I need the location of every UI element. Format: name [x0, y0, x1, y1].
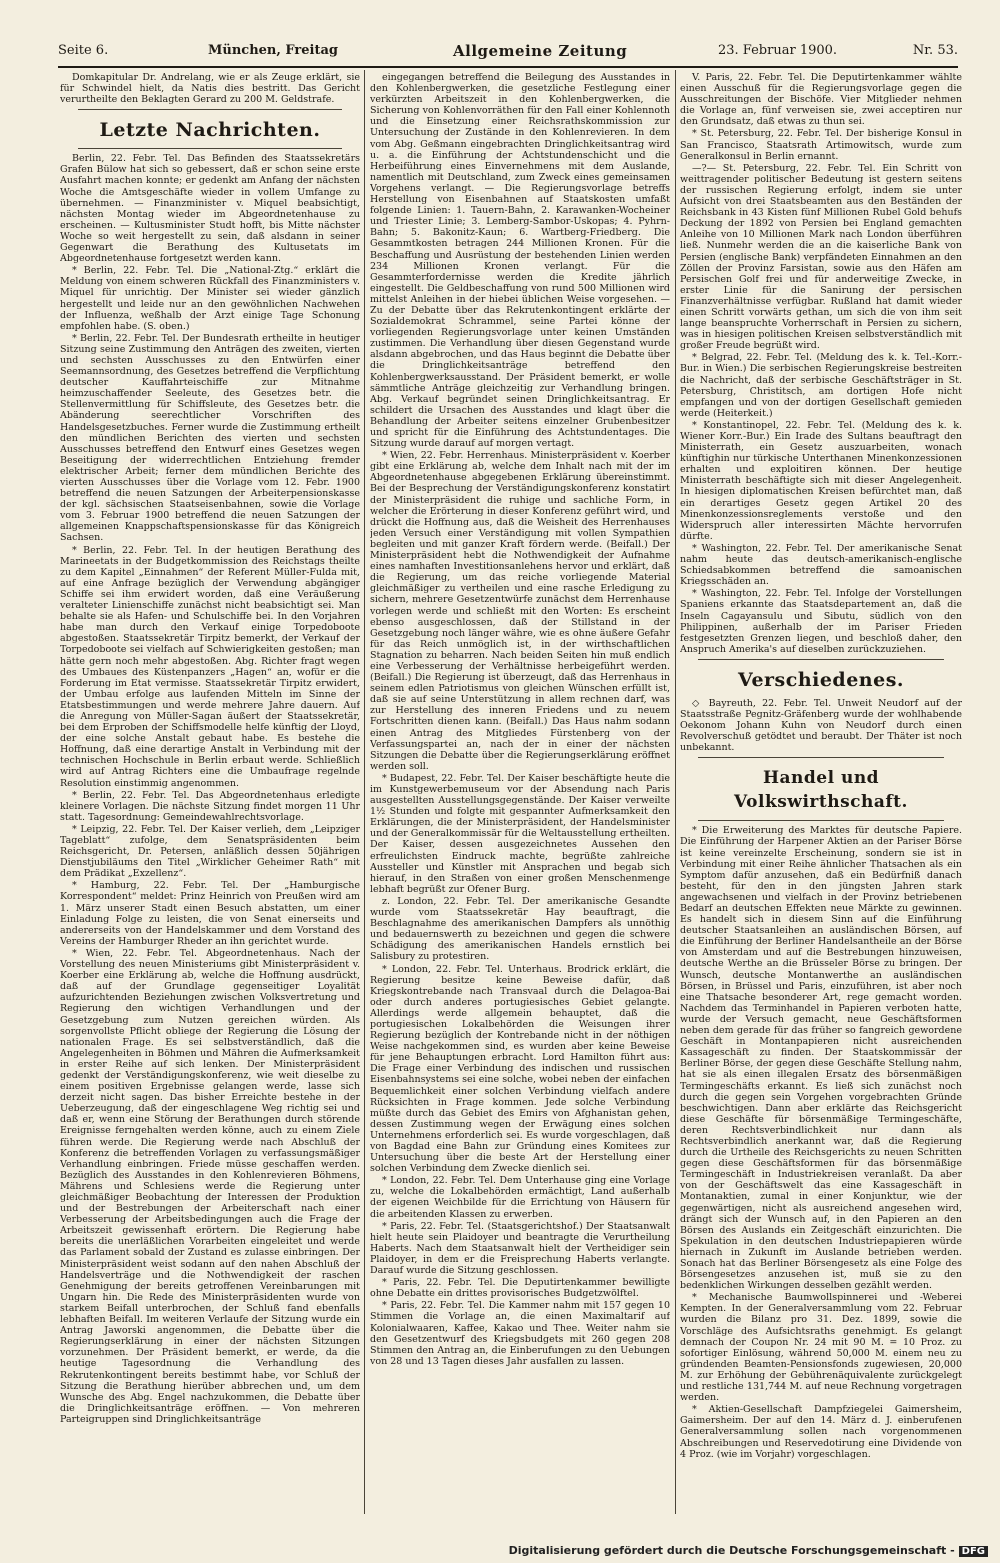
article-paragraph: * Berlin, 22. Febr. Tel. Das Abgeordnetenhaus erledigte kleinere Vorlagen. Die nächste Sitzung findet morgen 11 Uhr statt. Tagesordnung: Gemeindewahlrechtsvorlage.: [60, 789, 360, 823]
section-heading-trade-economy: Handel und Volkswirthschaft.: [734, 768, 908, 813]
article-paragraph: * Leipzig, 22. Febr. Tel. Der Kaiser verlieh, dem „Leipziger Tageblatt“ zufolge, dem Senatspräsidenten beim Reichsgericht, Dr. Petersen, anläßlich dessen 50jährigen Dienstjubiläums den Titel „Wirklicher Geheimer Rath“ mit dem Prädikat „Exzellenz“.: [60, 823, 360, 880]
section-divider: [698, 820, 944, 821]
column-2: [370, 72, 670, 1512]
article-paragraph: * Konstantinopel, 22. Febr. Tel. (Meldung des k. k. Wiener Korr.-Bur.) Ein Irade des Sultans beauftragt den Ministerrath, ein Gesetz auszuarbeiten, wonach künftighin nur türkische Unterthanen Minenkonzessionen erhalten und exploitiren können. Der heutige Ministerrath beschäftigte sich mit dieser Angelegenheit. In hiesigen diplomatischen Kreisen befürchtet man, daß ein derartiges Gesetz gegen Artikel 20 des Minenkonzessionsreglements verstoße und den Widerspruch aller interessirten Mächte hervorrufen dürfte.: [680, 419, 962, 542]
digitization-credit: [509, 1544, 988, 1557]
article-paragraph: * Paris, 22. Febr. Tel. Die Deputirtenkammer bewilligte ohne Debatte ein drittes provisorisches Budgetzwölftel.: [370, 1277, 670, 1300]
page-header: [58, 40, 958, 68]
article-paragraph: * Die Erweiterung des Marktes für deutsche Papiere. Die Einführung der Harpener Aktien an der Pariser Börse ist keine vereinzelte Erscheinung, sondern sie ist in Verbindung mit einer Reihe ähnlicher Thatsachen als ein Symptom dafür anzusehen, daß ein Bedürfniß danach besteht, für den in den jüngsten Jahren stark angewachsenen und vielfach in der Provinz betriebenen Bedarf an deutschen Effekten neue Märkte zu gewinnen. Es handelt sich in diesem Sinn auf die Einführung deutscher Staatsanleihen an ausländischen Börsen, auf die Einführung der Berliner Handelsantheile an der Börse von Amsterdam und auf die Bestrebungen hinzuweisen, deutsche Werthe an die Brüsseler Börse zu bringen. Der Wunsch, deutsche Montanwerthe an ausländischen Börsen, in Brüssel und Paris, einzuführen, ist aber noch eine Thatsache besonderer Art, rege gemacht worden. Nachdem das Terminhandel in Papieren verboten hatte, wurde der Versuch gemacht, neue Geschäftsformen neben dem gerade für das früher so fangreich gewordene Geschäft in Montanpapieren nicht ausreichenden Kassageschäft zu finden. Der Staatskommissär der Berliner Börse, der gegen diese Geschäfte Stellung nahm, hat sie als einen illegalen Ersatz des börsenmäßigen Termingeschäfts erkannt. Es ließ sich zunächst noch durch die gegen sein Vorgehen vorgebrachten Gründe beschwichtigen. Dann aber erklärte das Reichsgericht diese Geschäfte für börsenmäßige Termingeschäfte, deren Rechtsverbindlichkeit nur dann als Rechtsverbindlich anerkannt war, daß die Regierung durch die Urtheile des Reichsgerichts zu neuen Schritten gegen diese Geschäftsformen für das börsenmäßige Termingeschäft in Industriekreisen veranlaßt. Da aber von der Geschäftswelt das eine Kassageschäft in Montanaktien, zumal in einer Konjunktur, wie der gegenwärtigen, nicht als ausreichend angesehen wird, drängt sich der Wunsch auf, in den Papieren an den Börsen des Auslands ein Zeitgeschäft einzurichten. Die Spekulation in den deutschen Industriepapieren würde hiernach in Zukunft im Auslande betrieben werden. Sonach hat das Berliner Börsengesetz als eine Folge des Börsengesetzes anzusehen ist, muß sie zu den bedenklichen Wirkungen desselben gezählt werden.: [680, 825, 962, 1292]
section-divider: [78, 148, 342, 149]
section-heading-miscellaneous: Verschiedenes.: [737, 668, 905, 691]
article-paragraph: * Berlin, 22. Febr. Tel. Der Bundesrath ertheilte in heutiger Sitzung seine Zustimmung den Anträgen des zweiten, vierten und sechsten Ausschusses zu den Entwürfen einer Seemannsordnung, des Gesetzes betreffend die Verpflichtung deutscher Kauffahrteischiffe zur Mitnahme heimzuschaffender Seeleute, des Gesetzes betr. die Stellenvermittlung für Schiffsleute, des Gesetzes betr. die Abänderung seerechtlicher Vorschriften des Handelsgesetzbuches. Ferner wurde die Zustimmung ertheilt den mündlichen Berichten des vierten und sechsten Ausschusses betreffend den Entwurf eines Gesetzes wegen Beseitigung der widerrechtlichen Entziehung fremder elektrischer Arbeit; ferner dem mündlichen Berichte des vierten Ausschusses über die Vorlage vom 12. Febr. 1900 betreffend die neuen Satzungen der Arbeiterpensionskasse der kgl. sächsischen Staatseisenbahnen, sowie die Vorlage vom 3. Februar 1900 betreffend die neuen Satzungen der allgemeinen Knappschaftspensionskasse für das Königreich Sachsen.: [60, 332, 360, 544]
article-paragraph: * Mechanische Baumwollspinnerei und -Weberei Kempten. In der Generalversammlung vom 22. Februar wurden die Bilanz pro 31. Dez. 1899, sowie die Vorschläge des Aufsichtsraths genehmigt. Es gelangt demnach der Coupon Nr. 24 mit 90 M. = 10 Proz. zu sofortiger Einlösung, während 50,000 M. einem neu zu gründenden Beamten-Pensionsfonds zugewiesen, 20,000 M. zur Erhöhung der Gebührenäquivalente zurückgelegt und restliche 131,744 M. auf neue Rechnung vorgetragen werden.: [680, 1292, 962, 1404]
article-paragraph: * Aktien-Gesellschaft Dampfziegelei Gaimersheim, Gaimersheim. Der auf den 14. März d. J. einberufenen Generalversammlung sollen nach vorgenommenen Abschreibungen und Reservedotirung eine Dividende von 4 Proz. (wie im Vorjahr) vorgeschlagen.: [680, 1404, 962, 1460]
article-paragraph: * St. Petersburg, 22. Febr. Tel. Der bisherige Konsul in San Francisco, Staatsrath Artimowitsch, wurde zum Generalkonsul in Berlin ernannt.: [680, 128, 962, 162]
article-paragraph: * Wien, 22. Febr. Tel. Abgeordnetenhaus. Nach der Vorstellung des neuen Ministeriums gibt Ministerpräsident v. Koerber eine Erklärung ab, welche die Hoffnung ausdrückt, daß auf der Grundlage gegenseitiger Loyalität aufzurichtenden Beziehungen zwischen Volksvertretung und Regierung den wichtigen Verhandlungen und der Gesetzgebung zum Nutzen gereichen würden. Als sorgenvollste Pflicht obliege der Regierung die Lösung der nationalen Frage. Es sei selbstverständlich, daß die Angelegenheiten in Böhmen und Mähren die Aufmerksamkeit in erster Reihe auf sich lenken. Der Ministerpräsident gedenkt der Verständigungskonferenz, wie weit dieselbe zu einem positiven Ergebnisse gelangen werde, lasse sich derzeit nicht sagen. Das bisher Erreichte bestehe in der Ueberzeugung, daß der eingeschlagene Weg richtig sei und daß er, wenn eine Störung der Berathungen durch störende Ereignisse ferngehalten werden könne, auch zu einem Ziele führen werde. Die Regierung werde nach Abschluß der Konferenz die betreffenden Vorlagen zu verfassungsmäßiger Verhandlung einbringen. Friede müsse geschaffen werden. Bezüglich des Ausstandes in den Kohlenrevieren Böhmens, Mährens und Schlesiens werde die Regierung unter gleichmäßiger Beobachtung der Interessen der Produktion und der Bestrebungen der Arbeiterschaft nach einer Verbesserung der Arbeitsbedingungen auch die Frage der Arbeitszeit gewissenhaft erörtern. Die Regierung habe bereits die unerläßlichen Vorarbeiten eingeleitet und werde das Parlament sobald der Zustand es zulasse einbringen. Der Ministerpräsident weist sodann auf den nahen Abschluß der Handelsverträge und die Nothwendigkeit der raschen Genehmigung der bereits getroffenen Vereinbarungen mit Ungarn hin. Die Rede des Ministerpräsidenten wurde von starkem Beifall unterbrochen, der Schluß fand ebenfalls lebhaften Beifall. Im weiteren Verlaufe der Sitzung wurde ein Antrag Jaworski angenommen, die Debatte über die Regierungserklärung in einer der nächsten Sitzungen vorzunehmen. Der Präsident bemerkt, er werde, da die heutige Tagesordnung die Verhandlung des Rekrutenkontingent bereits bestimmt habe, vor Schluß der Sitzung die Berathung hierüber abbrechen und, um dem Wunsche des Abg. Engel nachzukommen, die Debatte über die Dringlichkeitsanträge eröffnen. — Von mehreren Parteigruppen sind Dringlichkeitsanträge: [60, 947, 360, 1425]
article-paragraph: * Wien, 22. Febr. Herrenhaus. Ministerpräsident v. Koerber gibt eine Erklärung ab, welche dem Inhalt nach mit der im Abgeordnetenhause abgegebenen Erklärung übereinstimmt. Bei der Besprechung der Verständigungskonferenz konstatirt der Ministerpräsident die ruhige und sachliche Form, in welcher die Erörterung in dieser Konferenz geführt wird, und drückt die Hoffnung aus, daß die Weisheit des Herrenhauses jeden Versuch einer Verständigung mit vollen Sympathien begleiten und mit ganzer Kraft fördern werde. (Beifall.) Der Ministerpräsident hebt die Nothwendigkeit der Aufnahme eines namhaften Investitionsanlehens hervor und erklärt, daß die Regierung, um das reiche vorliegende Material gleichmäßiger zu vertheilen und eine rasche Erledigung zu sichern, mehrere Gesetzentwürfe zunächst dem Herrenhause vorlegen werde und schließt mit den Worten: Es erscheint ebenso ausgeschlossen, daß der Stillstand in der Gesetzgebung noch länger währe, wie es ohne äußere Gefahr für das Reich unmöglich ist, in der wirthschaftlichen Stagnation zu beharren. Nach beiden Seiten hin muß endlich eine Verbesserung der Verhältnisse herbeigeführt werden. (Beifall.) Die Regierung ist überzeugt, daß das Herrenhaus in seinem edlen Patriotismus von gleichen Wünschen erfüllt ist, daß sie auf seine Unterstützung in allem rechnen darf, was zur Herstellung des inneren Friedens und zu neuem Fortschritten dienen kann. (Beifall.) Das Haus nahm sodann einen Antrag des Mitgliedes Fürstenberg von der Verfassungspartei an, nach der in einer der nächsten Sitzungen die Debatte über die Regierungserklärung eröffnet werden soll.: [370, 450, 670, 772]
section-heading-latest-news: Letzte Nachrichten.: [99, 119, 321, 142]
article-paragraph: eingegangen betreffend die Beilegung des Ausstandes in den Kohlenbergwerken, die gesetzliche Festlegung einer verkürzten Arbeitszeit in den Kohlenbergwerken, die Sicherung von Kohlenvorräthen für den Fall einer Kohlennoth und die Einsetzung einer Reichsrathskommission zur Untersuchung der Zustände in den Kohlenrevieren. In dem vom Abg. Geßmann eingebrachten Dringlichkeitsantrag wird u. a. die Einführung der Achtstundenschicht und die Herbeiführung eines Einvernehmens mit dem Auslande, namentlich mit Deutschland, zum Zweck eines gemeinsamen Vorgehens verlangt. — Die Regierungsvorlage betreffs Herstellung von Eisenbahnen auf Staatskosten umfaßt folgende Linien: 1. Tauern-Bahn, 2. Karawanken-Wocheiner und Triester Linie; 3. Lemberg-Sambor-Uskopas; 4. Pyhrn-Bahn; 5. Bakonitz-Kaun; 6. Wartberg-Friedberg. Die Gesammtkosten betragen 244 Millionen Kronen. Für die Beschaffung und Ausrüstung der bestehenden Linien werden 234 Millionen Kronen verlangt. Für die Gesammterfordernisse werden die Kredite jährlich eingestellt. Die Geldbeschaffung von rund 500 Millionen wird mittelst Anleihen in der hiebei üblichen Weise vorgesehen. — Zu der Debatte über das Rekrutenkontingent erklärte der Sozialdemokrat Schrammel, seine Partei könne der vorliegenden Regierungsvorlage unter keinen Umständen zustimmen. Die Verhandlung über diesen Gegenstand wurde alsdann abgebrochen, und das Haus beginnt die Debatte über die Dringlichkeitsanträge betreffend den Kohlenbergwerksausstand. Der Präsident bemerkt, er wolle sämmtliche Anträge gleichzeitig zur Verhandlung bringen. Abg. Verkauf begründet seinen Dringlichkeitsantrag. Er schildert die Ursachen des Ausstandes und klagt über die Behandlung der Arbeiter seitens einzelner Grubenbesitzer und spricht für die Einführung des Achtstundentages. Die Sitzung wurde darauf auf morgen vertagt.: [370, 72, 670, 450]
newspaper-title: Allgemeine Zeitung: [453, 42, 628, 60]
column-divider: [675, 70, 676, 1514]
article-paragraph: V. Paris, 22. Febr. Tel. Die Deputirtenkammer wählte einen Ausschuß für die Regierungsvorlage gegen die Ausschreitungen der Bischöfe. Vier Mitglieder nehmen die Vorlage an, fünf verweisen sie, zwei acceptiren nur den Grundsatz, daß etwas zu thun sei.: [680, 72, 962, 128]
article-paragraph: z. London, 22. Febr. Tel. Der amerikanische Gesandte wurde vom Staatssekretär Hay beauftragt, die Beschlagnahme des amerikanischen Dampfers als unnöthig und bedauernswerth zu bezeichnen und gegen die schwere Schädigung des amerikanischen Handels ernstlich bei Salisbury zu protestiren.: [370, 895, 670, 963]
section-divider: [698, 757, 944, 758]
section-divider: [698, 659, 944, 660]
credit-text: Digitalisierung gefördert durch die Deutsche Forschungsgemeinschaft -: [508, 1544, 955, 1557]
issue-number: Nr. 53.: [912, 43, 958, 58]
issue-date: 23. Februar 1900.: [718, 43, 838, 58]
article-paragraph: * Hamburg, 22. Febr. Tel. Der „Hamburgische Korrespondent“ meldet: Prinz Heinrich von Preußen wird am 1. März unserer Stadt einen Besuch abstatten, um einer Einladung Folge zu leisten, die von Senat einerseits und andererseits von der Handelskammer und dem Vorstand des Vereins der Hamburger Rheder an ihn gerichtet wurde.: [60, 880, 360, 947]
article-paragraph: ◇ Bayreuth, 22. Febr. Tel. Unweit Neudorf auf der Staatsstraße Pegnitz-Gräfenberg wurde der wohlhabende Oekonom Johann Kuhn von Neudorf durch einen Revolverschuß getödtet und beraubt. Der Thäter ist noch unbekannt.: [680, 697, 962, 754]
article-paragraph: * London, 22. Febr. Tel. Dem Unterhause ging eine Vorlage zu, welche die Lokalbehörden ermächtigt, Land außerhalb der eigenen Weichbilde für die Errichtung von Häusern für die arbeitenden Klassen zu erwerben.: [370, 1175, 670, 1220]
article-paragraph: * Washington, 22. Febr. Tel. Der amerikanische Senat nahm heute das deutsch-amerikanisch-englische Schiedsabkommen betreffend die samoanischen Kriegsschäden an.: [680, 542, 962, 588]
article-paragraph: * Budapest, 22. Febr. Tel. Der Kaiser beschäftigte heute die im Kunstgewerbemuseum vor der Absendung nach Paris ausgestellten Ausstellungsgegenstände. Der Kaiser verweilte 1½ Stunden und folgte mit gespannter Aufmerksamkeit den Erklärungen, die der Ministerpräsident, der Handelsminister und der Generalkommissär für die Weltausstellung ertheilten. Der Kaiser, dessen ausgezeichnetes Aussehen den erfreulichsten Eindruck machte, begrüßte zahlreiche Aussteller und Künstler mit Ansprachen und begab sich hierauf, in den Straßen von einer großen Menschenmenge lebhaft begrüßt zur Ofener Burg.: [370, 772, 670, 895]
column-3: [680, 72, 962, 1512]
article-paragraph: * Washington, 22. Febr. Tel. Infolge der Vorstellungen Spaniens erkannte das Staatsdepartement an, daß die Inseln Cagayansulu und Sibutu, südlich von den Philippinen, außerhalb der im Pariser Frieden festgesetzten Grenzen liegen, und beschloß daher, den Anspruch Amerika's auf dieselben zurückzuziehen.: [680, 588, 962, 655]
page-number: Seite 6.: [58, 43, 109, 58]
article-paragraph: Domkapitular Dr. Andrelang, wie er als Zeuge erklärt, sie für Schwindel hielt, da Natis dies bestritt. Das Gericht verurtheilte den Beklagten Gerard zu 200 M. Geldstrafe.: [60, 72, 360, 106]
section-divider: [78, 109, 342, 110]
column-divider: [364, 70, 365, 1514]
article-paragraph: * Paris, 22. Febr. Tel. (Staatsgerichtshof.) Der Staatsanwalt hielt heute sein Plaidoyer und beantragte die Verurtheilung Haberts. Nach dem Staatsanwalt hielt der Vertheidiger sein Plaidoyer, in dem er die Freisprechung Haberts verlangte. Darauf wurde die Sitzung geschlossen.: [370, 1220, 670, 1277]
article-paragraph: * Berlin, 22. Febr. Tel. In der heutigen Berathung des Marineetats in der Budgetkommission des Reichstags theilte zu dem Kapitel „Einnahmen“ der Referent Müller-Fulda mit, auf eine Anfrage bezüglich der Verwendung abgängiger Schiffe sei ihm erwidert worden, daß eine Veräußerung veralteter Linienschiffe zunächst nicht beabsichtigt sei. Man behalte sie als Hafen- und Schulschiffe bei. In den Vorjahren habe man durch den Verkauf einige Torpedoboote abgestoßen. Staatssekretär Tirpitz bemerkt, der Verkauf der Torpedoboote sei vielfach auf Schwierigkeiten gestoßen; man hätte gern noch mehr abgestoßen. Abg. Richter fragt wegen des Umbaues des Küstenpanzers „Hagen“ an, wofür er die Forderung im Etat vermisse. Staatssekretär Tirpitz erwidert, der Umbau erfolge aus laufenden Mitteln im Sinne der Etatsbestimmungen und werde mehrere Jahre dauern. Auf die Anregung von Müller-Sagan äußert der Staatssekretär, bei dem Erproben der Schiffsmodelle helfe künftig der Lloyd, der eine solche Anstalt gebaut habe. Es bestehe die Hoffnung, daß eine derartige Anstalt in Verbindung mit der technischen Hochschule in Berlin erbaut werde. Schließlich wird auf Antrag Richters eine die Umbaufrage regelnde Resolution einstimmig angenommen.: [60, 544, 360, 789]
article-paragraph: * London, 22. Febr. Tel. Unterhaus. Brodrick erklärt, die Regierung besitze keine Beweise dafür, daß Kriegskontrebande nach Transvaal durch die Delagoa-Bai oder durch anderes portugiesisches Gebiet gelangte. Allerdings werde allgemein behauptet, daß die portugiesischen Lokalbehörden die Weisungen ihrer Regierung bezüglich der Kontrebande nicht in der nöthigen Weise nachgekommen sind, es wurden aber keine Beweise für jene Behauptungen erbracht. Lord Hamilton führt aus: Die Frage einer Verbindung des indischen und russischen Eisenbahnsystems sei eine solche, wobei neben der einfachen Bequemlichkeit einer solchen Verbindung vielfach andere Rücksichten in Frage kommen. Jede solche Verbindung müßte durch das Gebiet des Emirs von Afghanistan gehen, dessen Zustimmung wegen der Erwägung eines solchen Unternehmens erforderlich sei. Es wurde vorgeschlagen, daß von Bagdad eine Bahn zur Gründung eines Komitees zur Untersuchung über die beste Art der Herstellung einer solchen Verbindung dem Zwecke dienlich sei.: [370, 963, 670, 1175]
city-day: München, Freitag: [208, 43, 339, 58]
article-paragraph: —?— St. Petersburg, 22. Febr. Tel. Ein Schritt von weittragender politischer Bedeutung ist gestern seitens der russischen Regierung erfolgt, indem sie unter Aufsicht von drei Staatsbeamten aus den Beständen der Reichsbank in 43 Kisten fünf Millionen Rubel Gold behufs Deckung der 1892 von Persien bei England gemachten Anleihe von 10 Millionen Mark nach London überführen ließ. Nunmehr werden die an die kaiserliche Bank von Persien (englische Bank) verpfändeten Einnahmen an den Zöllen der Provinz Farsistan, sowie aus den Häfen am Persischen Golf frei und für anderweitige Zwecke, in erster Linie für die Sanirung der persischen Finanzverhältnisse verfügbar. Rußland hat damit wieder einen Schritt vorwärts gethan, um sich die von ihm seit lange beanspruchte Vorherrschaft in Persien zu sichern, was in hiesigen politischen Kreisen selbstverständlich mit großer Freude begrüßt wird.: [680, 162, 962, 352]
article-paragraph: * Paris, 22. Febr. Tel. Die Kammer nahm mit 157 gegen 10 Stimmen die Vorlage an, die einen Maximaltarif auf Kolonialwaaren, Kaffee, Kakao und Thee. Weiter nahm sie den Gesetzentwurf des Kriegsbudgets mit 260 gegen 208 Stimmen den Antrag an, die Einberufungen zu den Uebungen von 28 und 13 Tagen dieses Jahr ausfallen zu lassen.: [370, 1300, 670, 1367]
article-paragraph: Berlin, 22. Febr. Tel. Das Befinden des Staatssekretärs Grafen Bülow hat sich so gebessert, daß er schon seine erste Ausfahrt machen konnte; er gedenkt am Anfang der nächsten Woche die Amtsgeschäfte wieder in vollem Umfange zu übernehmen. — Finanzminister v. Miquel beabsichtigt, nächsten Montag wieder im Abgeordnetenhause zu erscheinen. — Kultusminister Studt hofft, bis Mitte nächster Woche so weit hergestellt zu sein, daß alsdann in seiner Gegenwart die Berathung des Kultusetats im Abgeordnetenhause fortgesetzt werden kann.: [60, 153, 360, 265]
column-1: [60, 72, 360, 1512]
article-paragraph: * Berlin, 22. Febr. Tel. Die „National-Ztg.“ erklärt die Meldung von einem schweren Rückfall des Finanzministers v. Miquel für unrichtig. Der Minister sei wieder gänzlich hergestellt und leide nur an den gewöhnlichen Nachwehen der Influenza, weßhalb der Arzt einige Tage Schonung empfohlen habe. (S. oben.): [60, 265, 360, 332]
dfg-logo: DFG: [959, 1546, 988, 1557]
article-paragraph: * Belgrad, 22. Febr. Tel. (Meldung des k. k. Tel.-Korr.-Bur. in Wien.) Die serbischen Regierungskreise bestreiten die Nachricht, daß der serbische Geschäftsträger in St. Petersburg, Christitsch, am dortigen Hofe nicht empfangen und von der dortigen Gesellschaft gemieden werde (Heiterkeit.): [680, 352, 962, 419]
